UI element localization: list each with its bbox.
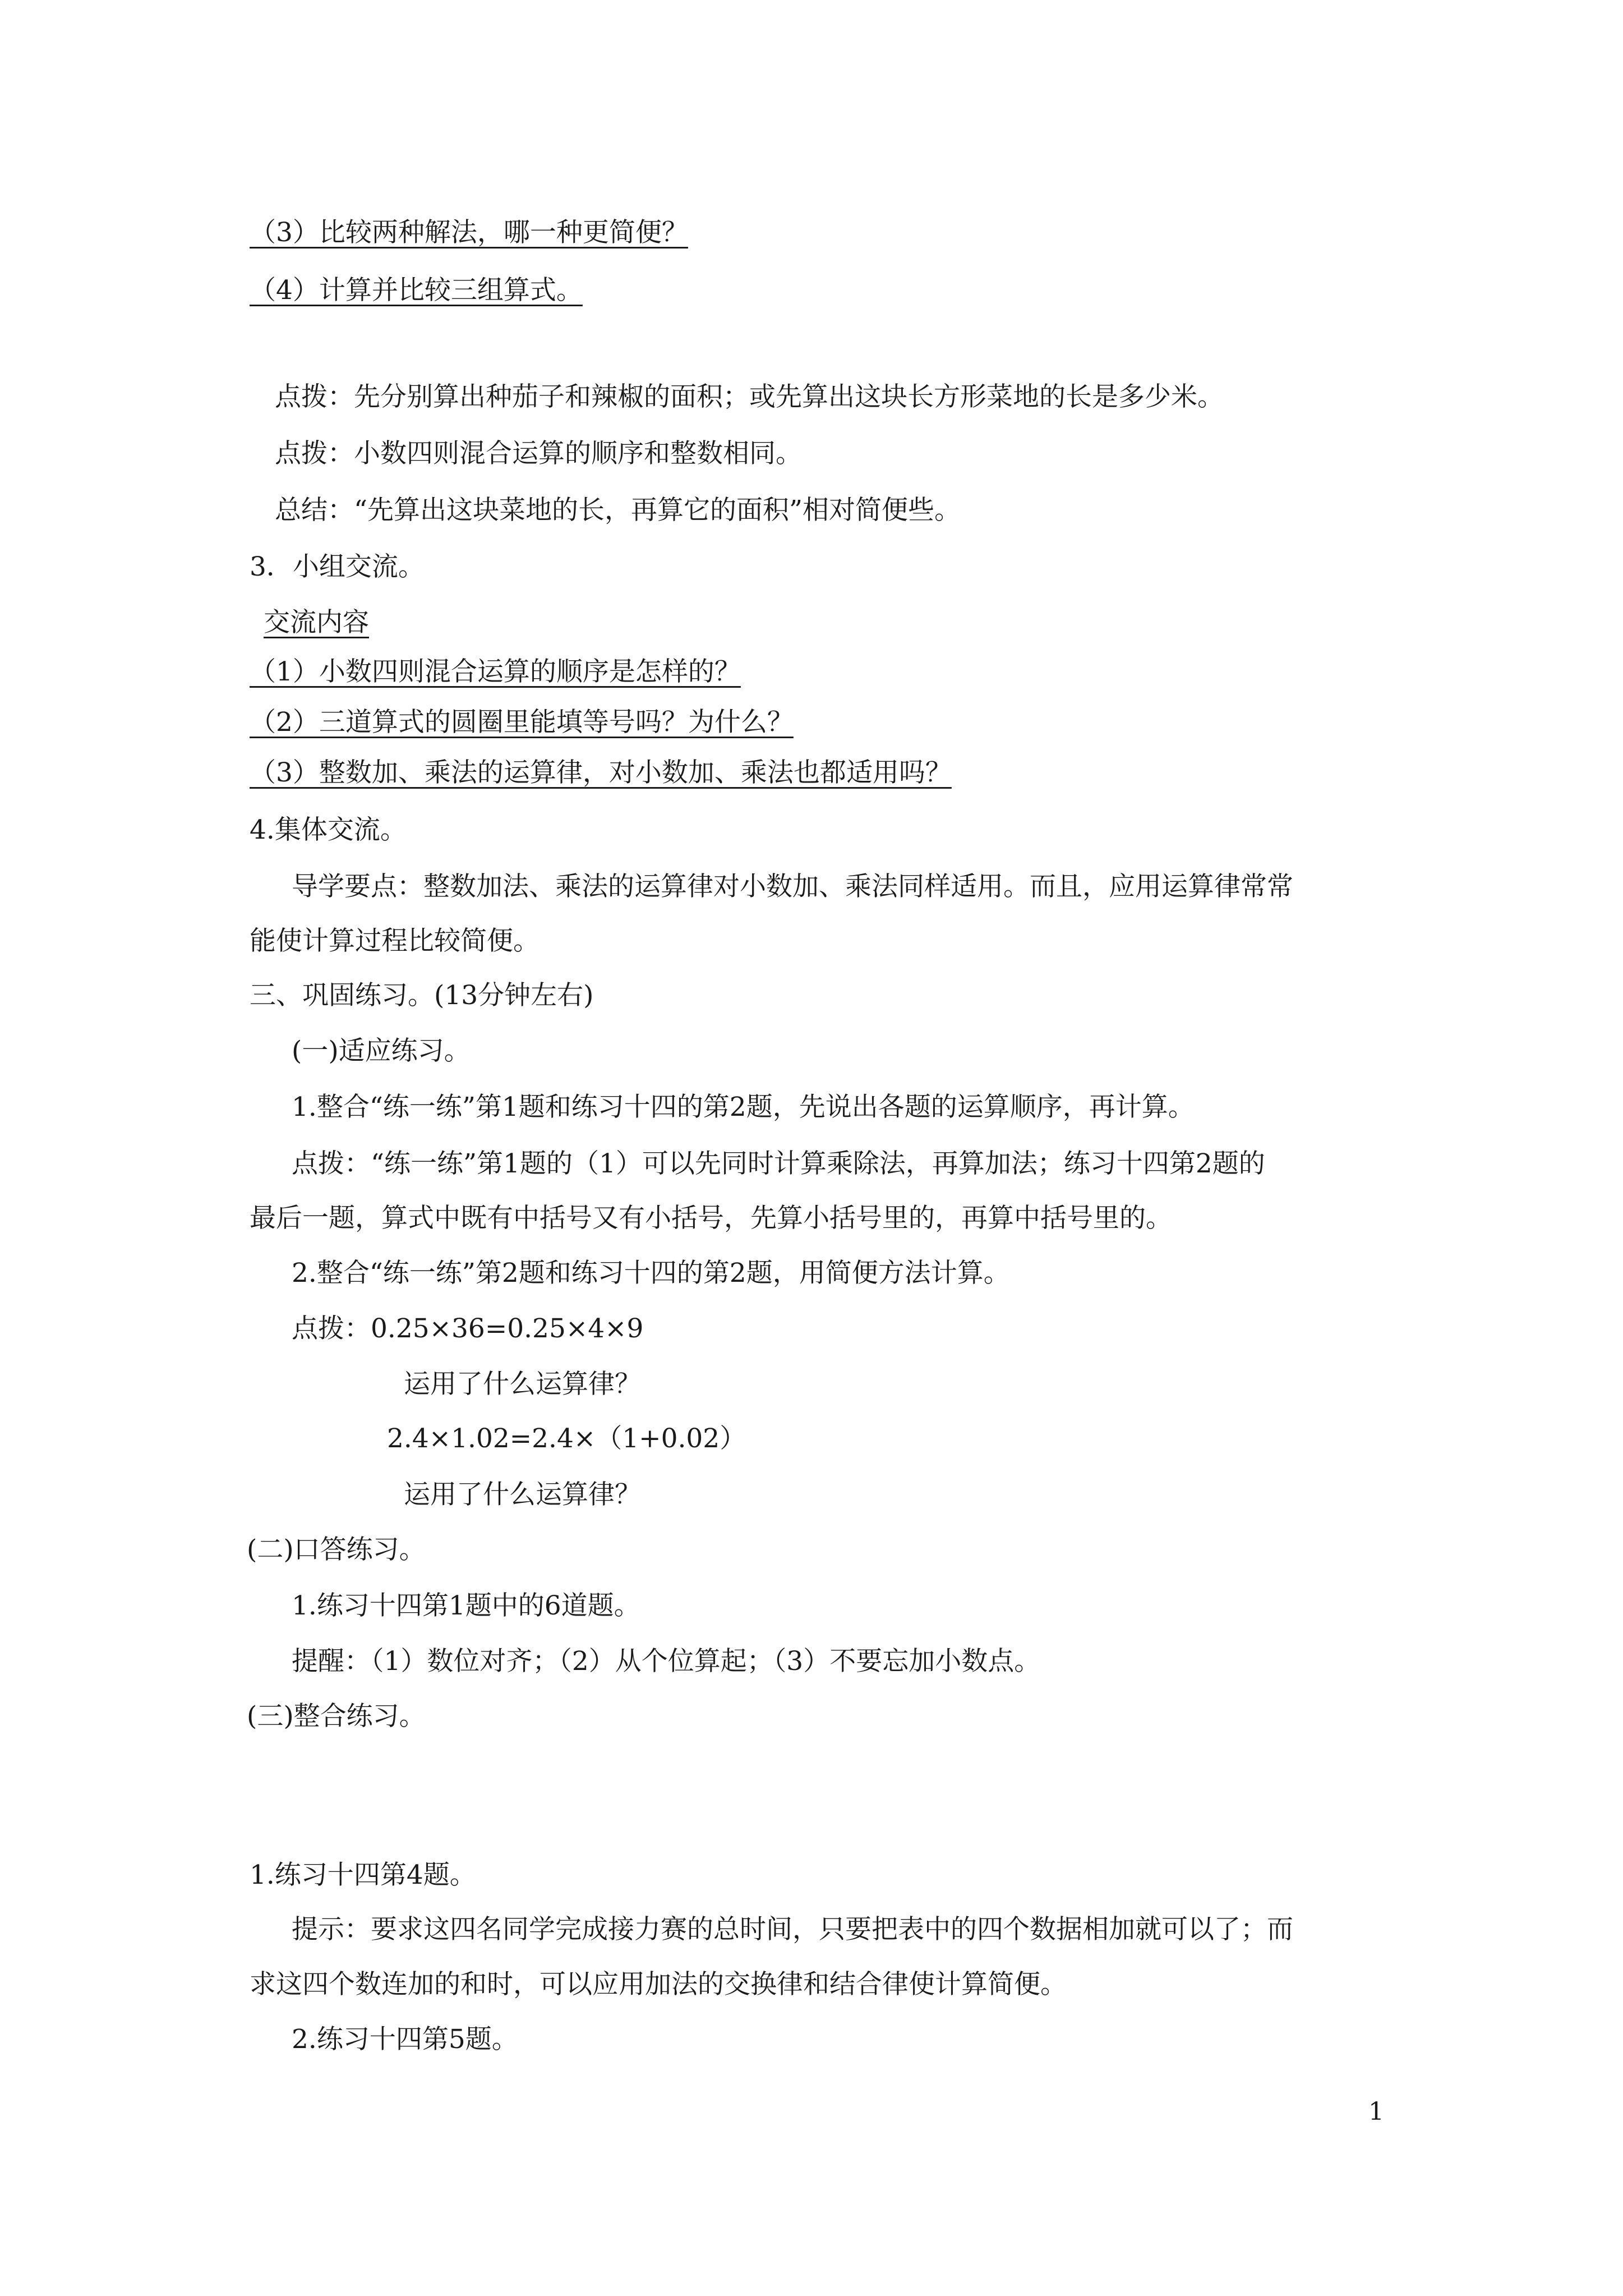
- text-line: 2.4×1.02=2.4×（1+0.02）: [387, 1423, 746, 1454]
- text-line: 4.集体交流。: [250, 815, 407, 845]
- text-line: 运用了什么运算律？: [404, 1479, 641, 1510]
- text-line: 1.练习十四第4题。: [250, 1860, 476, 1890]
- text-line: （3）整数加、乘法的运算律，对小数加、乘法也都适用吗？: [250, 757, 952, 788]
- text-line: 2.练习十四第5题。: [292, 2024, 518, 2055]
- text-line: （3）比较两种解法，哪一种更简便？: [250, 217, 688, 248]
- text-line: 提醒：（1）数位对齐；（2）从个位算起；（3）不要忘加小数点。: [292, 1646, 1041, 1677]
- text-line: 总结：“先算出这块菜地的长，再算它的面积”相对简便些。: [275, 495, 961, 526]
- text-line: 1.练习十四第1题中的6道题。: [292, 1590, 640, 1621]
- text-line: 求这四个数连加的和时，可以应用加法的交换律和结合律使计算简便。: [250, 1969, 1067, 2000]
- text-line: 提示：要求这四名同学完成接力赛的总时间，只要把表中的四个数据相加就可以了；而: [292, 1914, 1293, 1945]
- text-line: 点拨：“练一练”第1题的（1）可以先同时计算乘除法，再算加法；练习十四第2题的: [292, 1148, 1265, 1179]
- text-line: 点拨：小数四则混合运算的顺序和整数相同。: [275, 438, 802, 469]
- text-line: (二)口答练习。: [247, 1534, 426, 1565]
- text-line: 点拨：先分别算出种茄子和辣椒的面积；或先算出这块长方形菜地的长是多少米。: [275, 381, 1224, 412]
- text-line: 运用了什么运算律？: [404, 1369, 641, 1400]
- text-line: 点拨：0.25×36=0.25×4×9: [292, 1313, 644, 1344]
- text-line: （2）三道算式的圆圈里能填等号吗？为什么？: [250, 707, 794, 738]
- text-line: （4）计算并比较三组算式。: [250, 275, 583, 306]
- text-line: (三)整合练习。: [247, 1701, 426, 1732]
- text-line: 能使计算过程比较简便。: [250, 926, 540, 956]
- text-line: (一)适应练习。: [292, 1036, 471, 1066]
- text-line: 3．小组交流。: [250, 551, 425, 582]
- text-line: 最后一题，算式中既有中括号又有小括号，先算小括号里的，再算中括号里的。: [250, 1203, 1172, 1234]
- text-line: 1.整合“练一练”第1题和练习十四的第2题，先说出各题的运算顺序，再计算。: [292, 1092, 1195, 1122]
- text-line: 2.整合“练一练”第2题和练习十四的第2题，用简便方法计算。: [292, 1258, 1010, 1289]
- section-heading: 三、巩固练习。(13分钟左右): [250, 980, 594, 1011]
- page-number: 1: [1368, 2097, 1384, 2126]
- text-line: （1）小数四则混合运算的顺序是怎样的？: [250, 656, 741, 687]
- text-line: 导学要点：整数加法、乘法的运算律对小数加、乘法同样适用。而且，应用运算律常常: [292, 871, 1293, 902]
- text-line: 交流内容: [264, 607, 369, 638]
